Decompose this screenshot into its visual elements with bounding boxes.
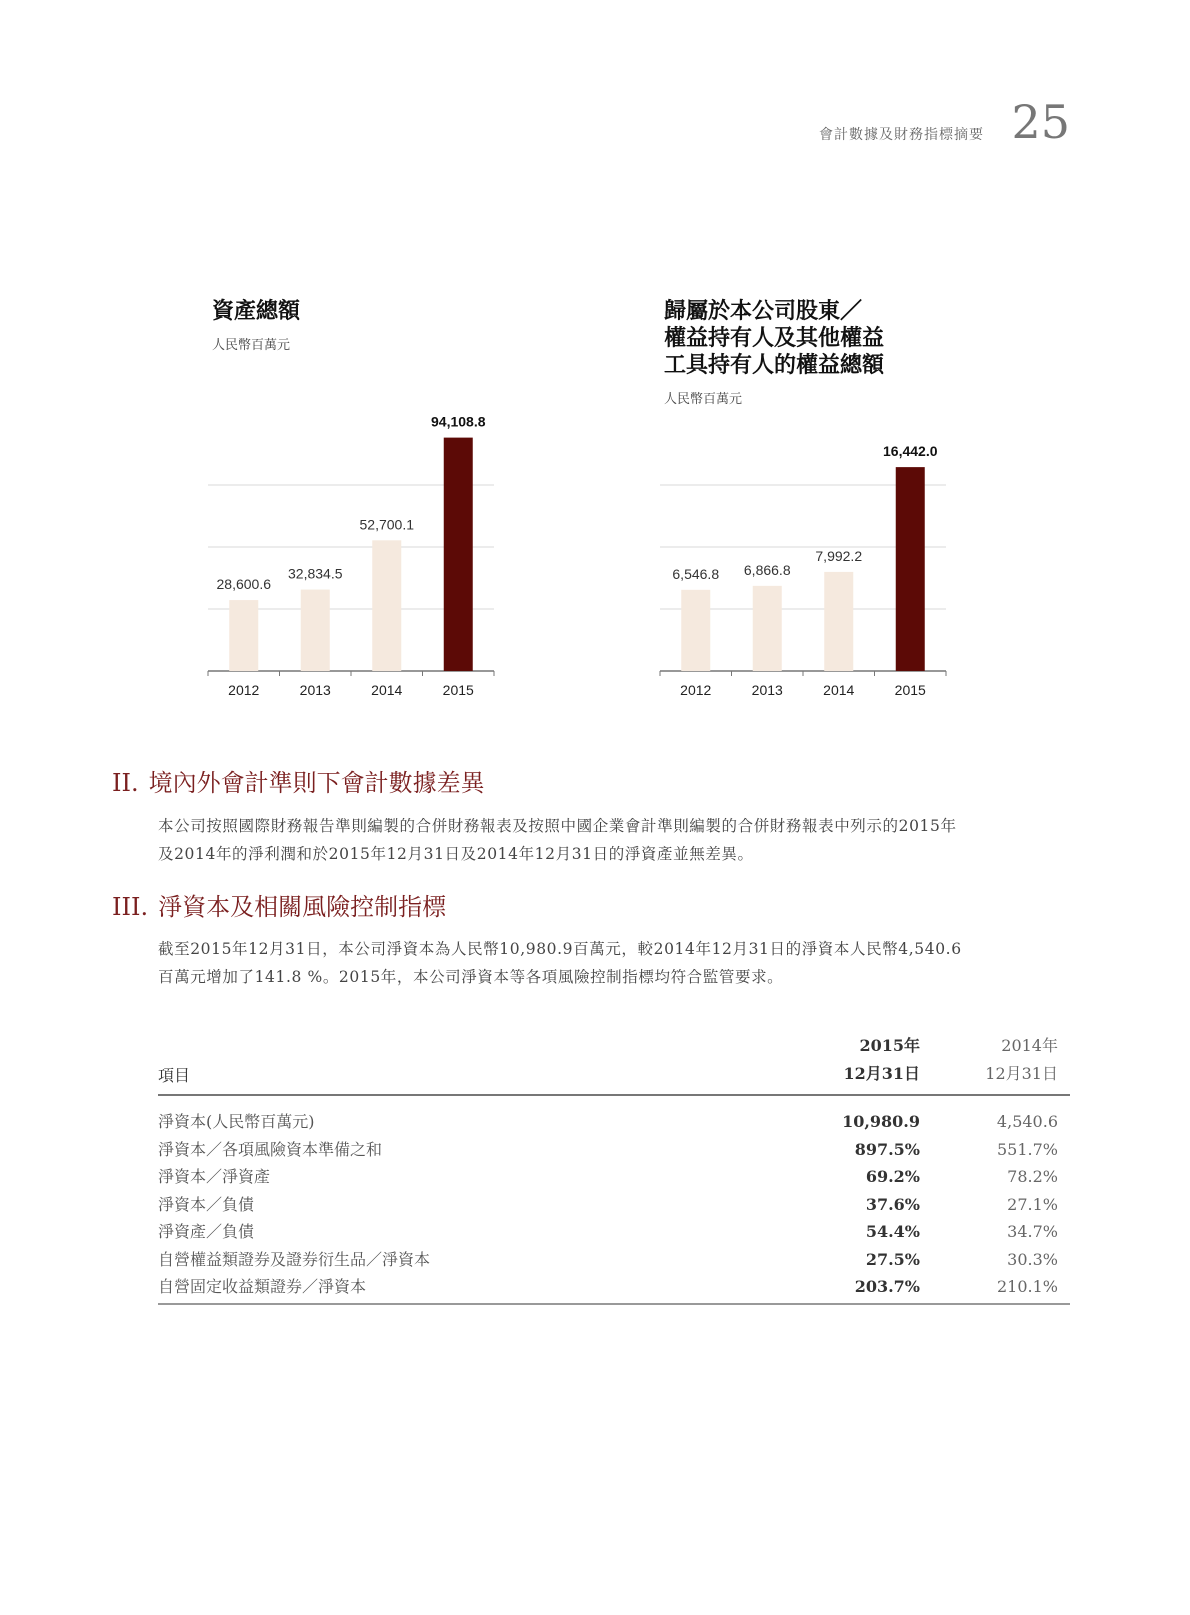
row-value-2015: 27.5% (865, 1249, 920, 1269)
row-label: 自營權益類證券及證券衍生品／淨資本 (158, 1249, 431, 1269)
section-3-title: 淨資本及相關風險控制指標 (158, 893, 447, 921)
table-row (158, 1246, 1070, 1274)
chart2-data-label: 6,546.8 (672, 565, 720, 582)
row-value-2015: 10,980.9 (842, 1112, 920, 1131)
chart1-x-tick-label: 2015 (442, 682, 474, 698)
chart1-title: 資產總額 (212, 298, 301, 323)
chart2-unit: 人民幣百萬元 (664, 391, 743, 406)
table-row (158, 1163, 1070, 1191)
row-value-2015: 69.2% (865, 1167, 920, 1186)
row-label: 自營固定收益類證券／淨資本 (158, 1277, 367, 1296)
chart1-data-label: 28,600.6 (216, 576, 271, 593)
chart1-bar (444, 438, 473, 671)
section-2-heading (112, 763, 485, 798)
section-3-paragraph (158, 935, 1070, 991)
chart1-bar (372, 540, 401, 671)
chart2-bar (824, 572, 853, 671)
table-header-2015-date: 12月31日 (843, 1064, 920, 1083)
section-2-line-2: 及2014年的淨利潤和於2015年12月31日及2014年12月31日的淨資產並無差異。 (158, 845, 754, 863)
section-2-line-1: 本公司按照國際財務報告準則編製的合併財務報表及按照中國企業會計準則編製的合併財務報表中列示的2015年 (158, 817, 957, 835)
row-value-2014: 4,540.6 (996, 1112, 1058, 1131)
chart1-plot (200, 390, 520, 720)
chart1-x-tick-label: 2013 (299, 682, 331, 698)
page-number: 25 (1011, 95, 1070, 149)
chart2-bar (896, 467, 925, 671)
chart1-data-label: 52,700.1 (359, 516, 414, 533)
table-header-item: 項目 (158, 1066, 191, 1085)
chart1-x-tick-label: 2012 (228, 682, 260, 698)
row-label: 淨資本／淨資產 (158, 1167, 271, 1186)
row-label: 淨資本／各項風險資本準備之和 (158, 1139, 383, 1159)
row-value-2014: 78.2% (1007, 1167, 1058, 1186)
table-row (158, 1218, 1070, 1246)
row-value-2015: 37.6% (865, 1194, 920, 1214)
section-3-number: III. (112, 893, 149, 921)
row-label: 淨資本／負債 (158, 1194, 255, 1214)
chart2-data-label: 16,442.0 (883, 443, 938, 460)
chart1-unit: 人民幣百萬元 (212, 337, 291, 352)
chart1-data-label: 94,108.8 (431, 413, 486, 430)
running-header-title: 會計數據及財務指標摘要 (819, 127, 984, 143)
chart2-data-label: 6,866.8 (743, 561, 791, 578)
risk-control-table (158, 1030, 1070, 1305)
chart2-title-line-3: 工具持有人的權益總額 (664, 352, 885, 377)
chart2-plot (652, 390, 972, 720)
chart1-x-tick-label: 2014 (371, 682, 403, 698)
row-value-2014: 27.1% (1007, 1194, 1058, 1214)
table-row (158, 1136, 1070, 1164)
chart2-x-tick-label: 2013 (751, 682, 783, 698)
section-3-line-1: 截至2015年12月31日，本公司淨資本為人民幣10,980.9百萬元，較2014年12月31日的淨資本人民幣4,540.6 (158, 940, 962, 958)
table-header-2015-year: 2015年 (859, 1036, 920, 1055)
chart2-x-tick-label: 2012 (680, 682, 712, 698)
table-body (158, 1096, 1070, 1305)
table-header-2014 (985, 1032, 1058, 1088)
chart1-bar (229, 600, 258, 671)
section-2-paragraph (158, 812, 1070, 868)
table-header-2014-year: 2014年 (1001, 1036, 1058, 1055)
table-header-2015 (843, 1032, 920, 1088)
section-3-line-2: 百萬元增加了141.8 %。2015年，本公司淨資本等各項風險控制指標均符合監管要求。 (158, 968, 784, 986)
row-value-2015: 897.5% (854, 1139, 920, 1159)
chart1-data-label: 32,834.5 (288, 565, 343, 582)
chart2-bar (681, 590, 710, 671)
chart2-title-line-1: 歸屬於本公司股東／ (664, 298, 863, 323)
row-label: 淨資產／負債 (158, 1222, 255, 1241)
row-value-2015: 54.4% (865, 1222, 920, 1241)
chart2-x-tick-label: 2014 (823, 682, 855, 698)
row-value-2014: 30.3% (1007, 1249, 1058, 1269)
table-header-2014-date: 12月31日 (985, 1064, 1058, 1083)
table-row (158, 1191, 1070, 1219)
chart1-bar (301, 590, 330, 671)
section-3-heading (112, 887, 446, 922)
chart2-bar (753, 586, 782, 671)
row-value-2014: 34.7% (1007, 1222, 1058, 1241)
chart2-data-label: 7,992.2 (815, 547, 863, 564)
table-row (158, 1273, 1070, 1301)
row-value-2015: 203.7% (854, 1277, 920, 1296)
row-label: 淨資本(人民幣百萬元) (158, 1112, 315, 1131)
section-2-number: II. (112, 769, 139, 797)
chart2-title (664, 297, 884, 378)
row-value-2014: 210.1% (996, 1277, 1058, 1296)
chart2-x-tick-label: 2015 (894, 682, 926, 698)
section-2-title: 境內外會計準則下會計數據差異 (148, 769, 485, 797)
table-row (158, 1108, 1070, 1136)
table-header-row (158, 1030, 1070, 1096)
row-value-2014: 551.7% (996, 1139, 1058, 1159)
chart2-title-line-2: 權益持有人及其他權益 (664, 325, 885, 350)
